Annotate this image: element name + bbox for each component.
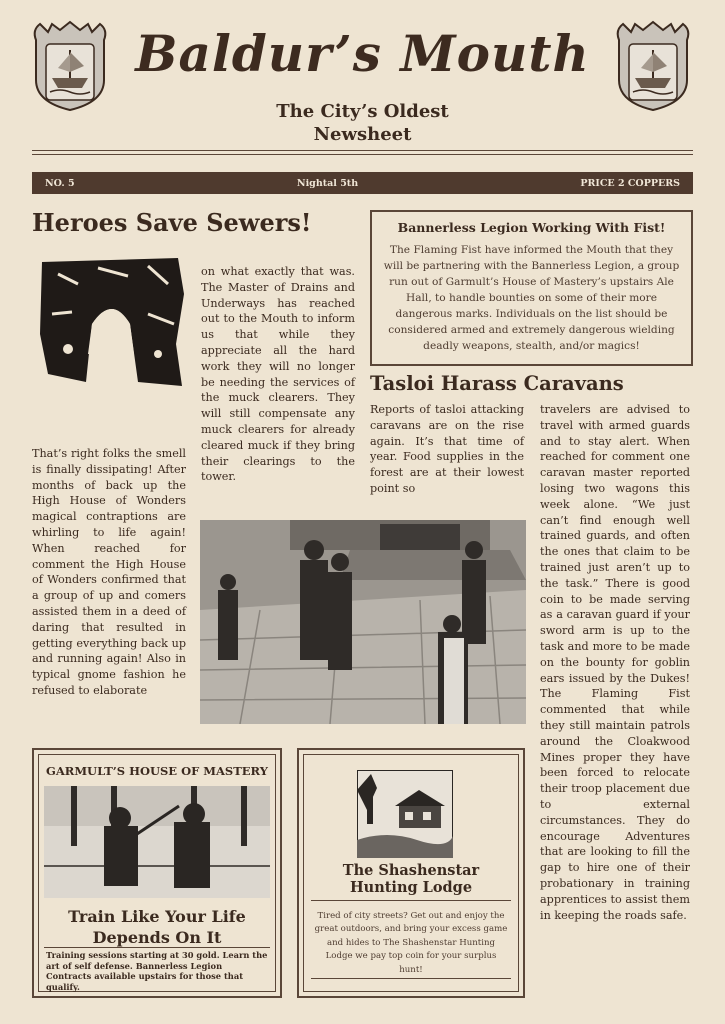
garmult-ad-header: GARMULT’S HOUSE OF MASTERY (46, 764, 268, 778)
issue-number: NO. 5 (45, 177, 75, 189)
headline-tasloi: Tasloi Harass Caravans (370, 372, 624, 395)
ad-divider (44, 947, 270, 948)
masthead-divider (32, 154, 693, 155)
ad-divider (311, 900, 511, 901)
lodge-ad-body: Tired of city streets? Get out and enjoy the great outdoors, and bring your excess game and hides to The Shashenstar Hunting Lodge we pay top coin for your surplus hunt! (314, 911, 508, 975)
lodge-ad-box (297, 748, 525, 998)
training-illustration (44, 786, 270, 898)
lodge-ad-title-line-2: Hunting Lodge (349, 879, 473, 896)
city-crest-icon (613, 20, 693, 112)
subtitle-line-1: The City’s Oldest (276, 101, 449, 122)
garmult-ad-title-line-1: Train Like Your Life (68, 907, 246, 926)
issue-price: PRICE 2 COPPERS (580, 177, 680, 189)
headline-sewers: Heroes Save Sewers! (32, 208, 312, 237)
tasloi-column-left: Reports of tasloi attacking caravans are on the rise again. It’s that time of year. Food supplies in the forest are at their lowest point so (370, 403, 524, 495)
garmult-ad-title-line-2: Depends On It (92, 928, 222, 947)
garmult-ad-body: Training sessions starting at 30 gold. Learn the art of self defense. Bannerless Legion Contracts available upstairs for those that qualify. (46, 950, 268, 992)
issue-bar (32, 172, 693, 194)
legion-story-body: The Flaming Fist have informed the Mouth that they will be partnering with the Bannerless Legion, a group run out of Garmult’s House of Mastery’s upstairs Ale Hall, to handle bounties on some of their more dangerous marks. Individuals on the list should be considered armed and extremely dangerous wielding deadly weapons, stealth, and/or magics! (383, 244, 680, 352)
garmult-ad-title (34, 906, 280, 948)
masthead-divider (32, 150, 693, 151)
newspaper-subtitle (200, 100, 525, 146)
ad-divider (311, 978, 511, 979)
lodge-ad-title (299, 862, 523, 896)
hunting-lodge-illustration (357, 770, 453, 858)
legion-story-box (370, 210, 693, 366)
lodge-ad-title-line-1: The Shashenstar (342, 862, 480, 879)
newspaper-title: Baldur’s Mouth (135, 24, 590, 83)
city-crest-icon (30, 20, 110, 112)
sewers-column-right: on what exactly that was. The Master of Drains and Underways has reached out to the Mouth to inform us that while they appreciate all the hard work they will no longer be needing the services of the muck clearers. They will still compensate any muck clearers for already cleared muck if they bring their clearings to the tower. (201, 265, 355, 484)
garmult-ad-box (32, 748, 282, 998)
adventurers-photo (200, 520, 526, 724)
subtitle-line-2: Newsheet (313, 124, 412, 145)
headline-legion: Bannerless Legion Working With Fist! (397, 220, 666, 235)
issue-date: Nightal 5th (296, 177, 359, 189)
sewers-column-left: That’s right folks the smell is finally dissipating! After months of back up the High House of Wonders magical contraptions are whirling to life again! When reached for comment the High House of Wonders confirmed that a group of up and comers assisted them in a deed of daring that resulted in getting everything back up and running again! Also in typical gnome fashion he refused to elaborate (32, 447, 186, 697)
tasloi-column-right: travelers are advised to travel with armed guards and to stay alert. When reached for comment one caravan master reported losing two wagons this week alone. “We just can’t find enough well trained guards, and often the ones that claim to be trained just aren’t up to the task.” There is good coin to be made serving as a caravan guard if your sword arm is up to the task and more to be made on the bounty for goblin ears issued by the Dukes! The Flaming Fist commented that while they still maintain patrols around the Cloakwood Mines proper they have been forced to relocate their troop placement due to external circumstances. They do encourage Adventures that are looking to fill the gap to hire one of their probationary in training apprentices to assist them in keeping the roads safe. (540, 403, 690, 922)
sewer-tunnel-illustration (38, 254, 186, 389)
